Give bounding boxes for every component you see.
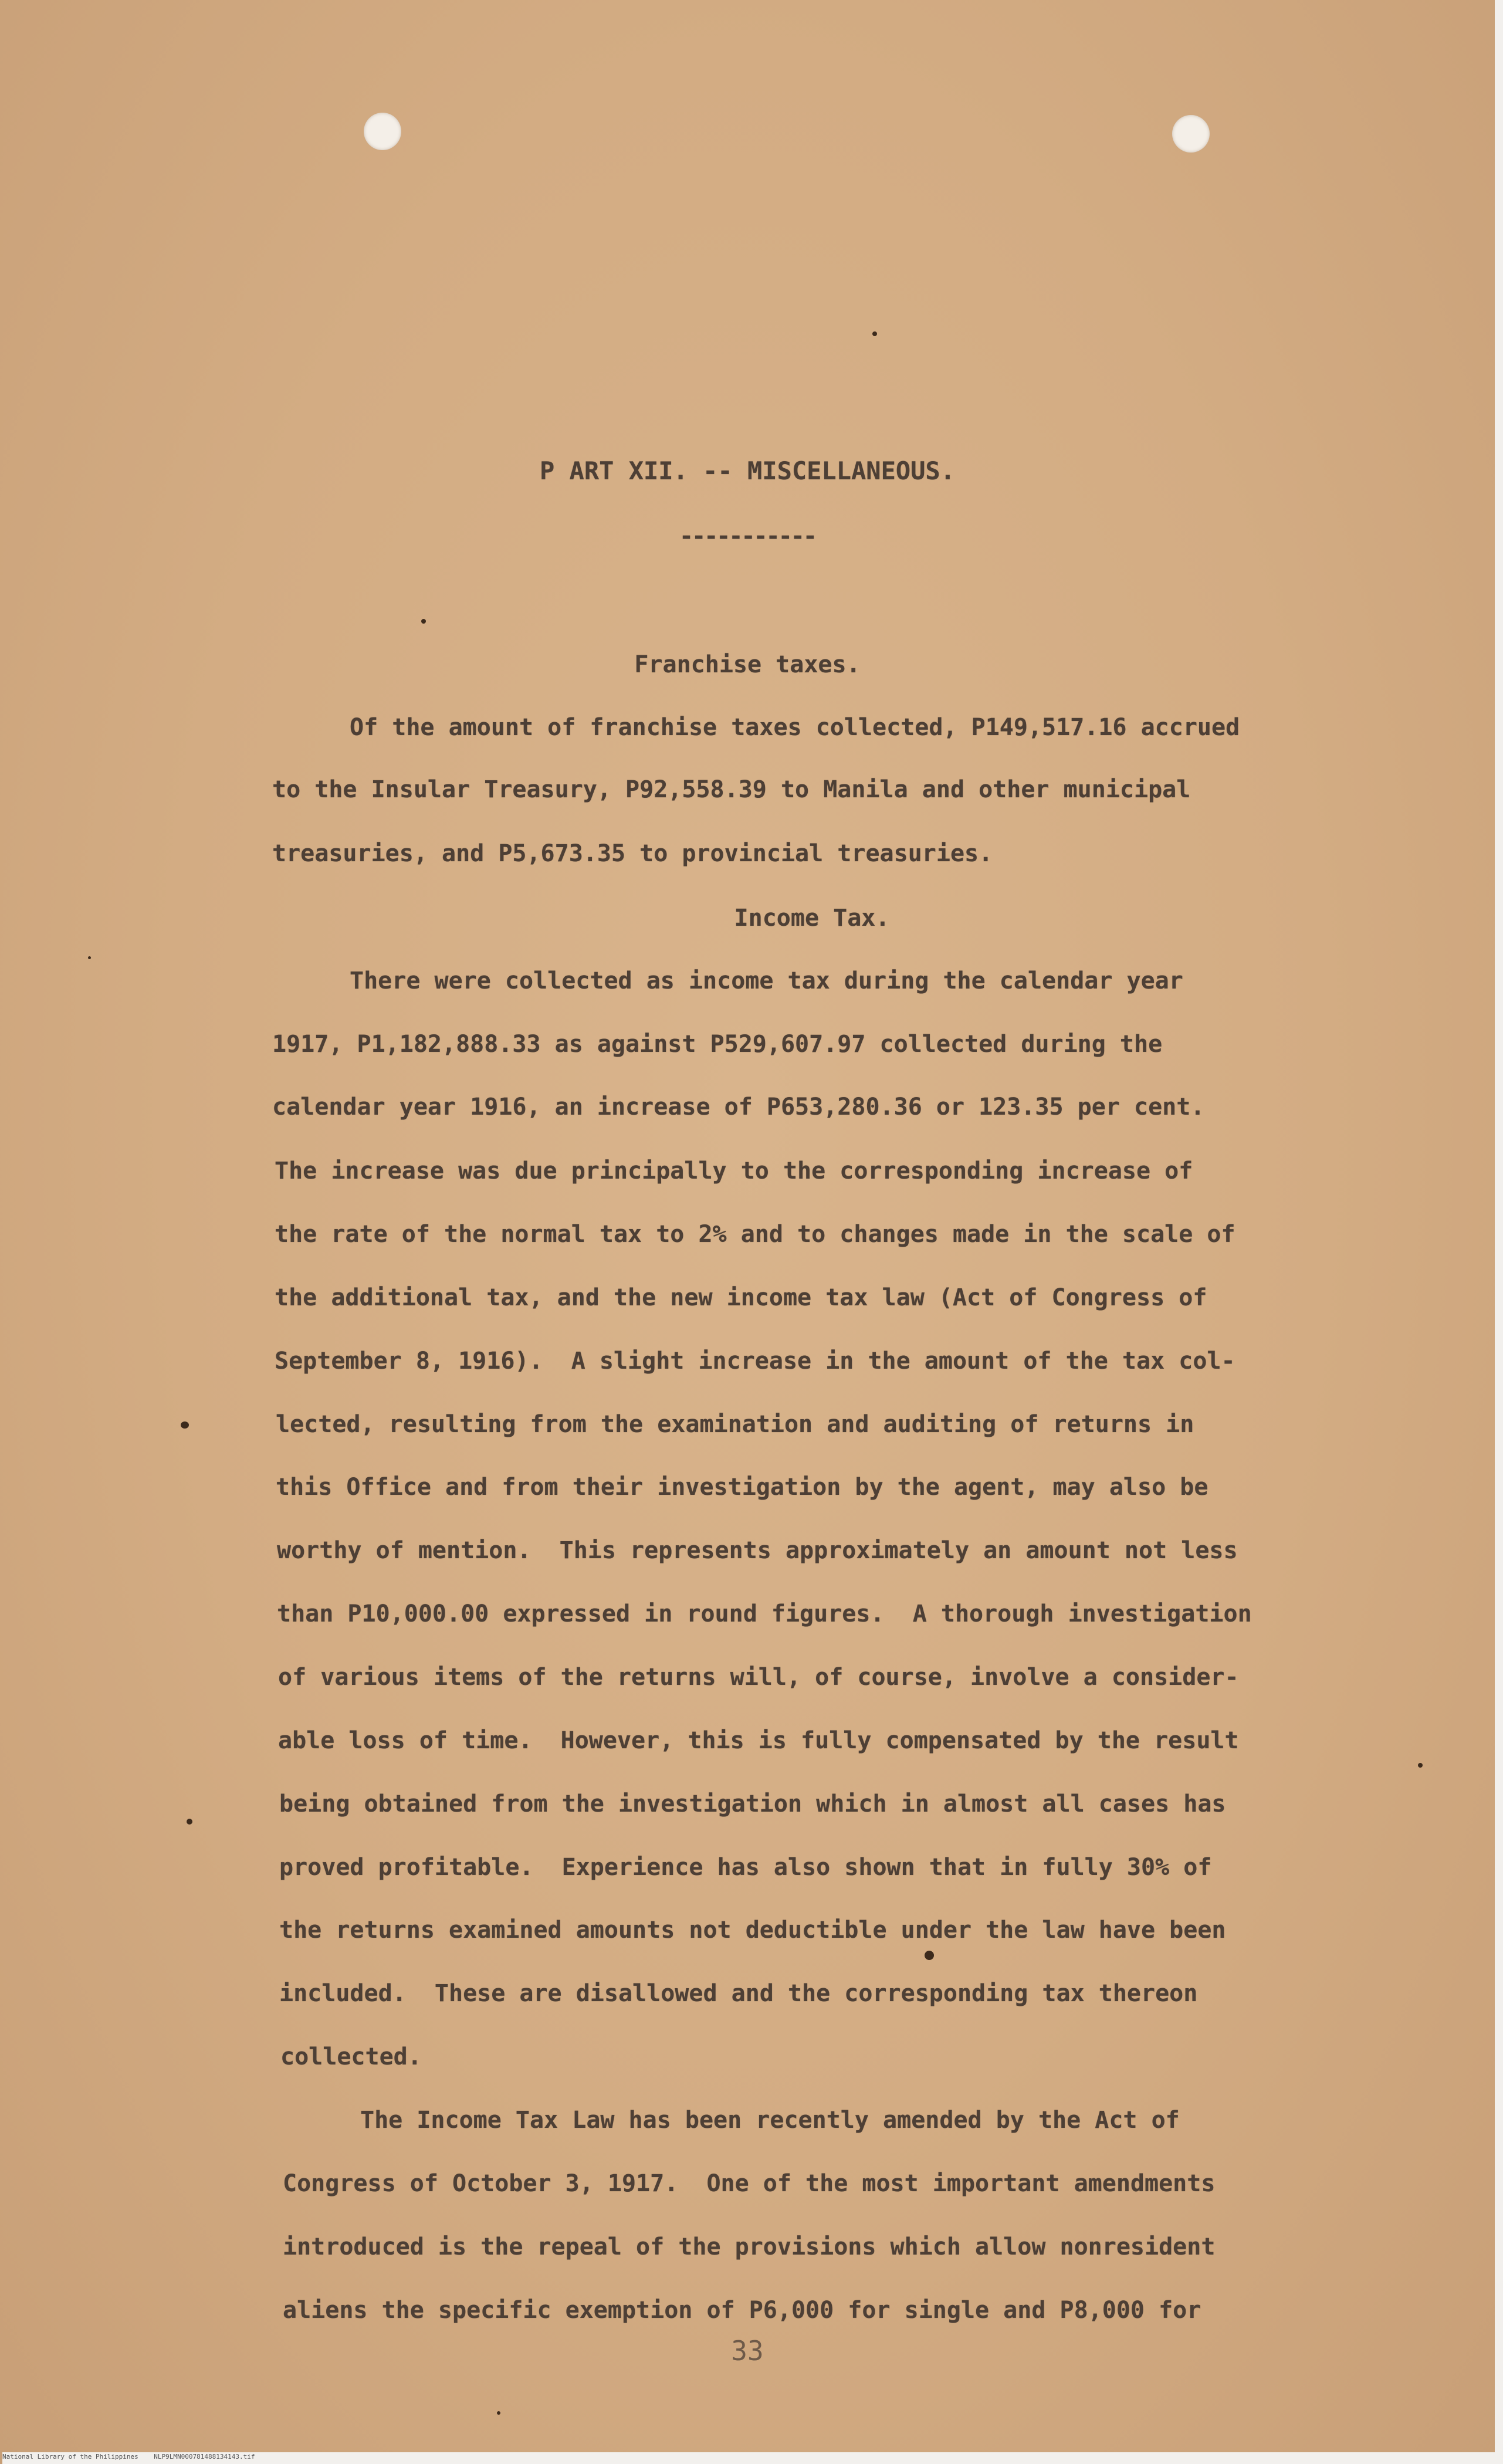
dust-speck — [187, 1819, 192, 1825]
dust-speck — [1418, 1763, 1423, 1768]
body-line: collected. — [280, 2043, 422, 2070]
body-line: the returns examined amounts not deductible under the law have been — [279, 1917, 1226, 1944]
dust-speck — [925, 1951, 934, 1960]
body-line: than P10,000.00 expressed in round figures. A thorough investigation — [277, 1600, 1252, 1627]
body-line: being obtained from the investigation which in almost all cases has — [279, 1791, 1226, 1817]
section-title-franchise-taxes: Franchise taxes. — [634, 651, 861, 678]
dust-speck — [421, 619, 426, 624]
page-heading: P ART XII. -- MISCELLANEOUS. — [539, 456, 955, 485]
page-number: 33 — [731, 2335, 764, 2367]
body-line: treasuries, and P5,673.35 to provincial treasuries. — [272, 840, 993, 867]
punch-hole-left — [364, 113, 401, 150]
scan-footer: National Library of the Philippines NLP9LMN000781488134143.tif — [2, 2452, 1497, 2464]
body-line: The Income Tax Law has been recently amended by the Act of — [360, 2107, 1180, 2134]
section-title-income-tax: Income Tax. — [734, 905, 890, 932]
body-line: aliens the specific exemption of P6,000 for single and P8,000 for — [283, 2297, 1201, 2324]
body-line: proved profitable. Experience has also shown that in fully 30% of — [279, 1854, 1212, 1881]
body-line: the additional tax, and the new income tax law (Act of Congress of — [275, 1284, 1207, 1311]
body-line: of various items of the returns will, of course, involve a consider- — [278, 1664, 1239, 1691]
scan-margin — [1495, 0, 1503, 2464]
body-line: September 8, 1916). A slight increase in the amount of the tax col- — [275, 1348, 1235, 1375]
dust-speck — [181, 1421, 189, 1429]
body-line: the rate of the normal tax to 2% and to changes made in the scale of — [275, 1221, 1235, 1248]
punch-hole-right — [1172, 115, 1210, 153]
dust-speck — [872, 331, 877, 336]
heading-rule: ----------- — [679, 523, 815, 550]
body-line: lected, resulting from the examination and auditing of returns in — [276, 1411, 1194, 1438]
body-line: able loss of time. However, this is fully compensated by the result — [278, 1727, 1239, 1754]
dust-speck — [497, 2411, 500, 2415]
body-line: to the Insular Treasury, P92,558.39 to Manila and other municipal — [272, 776, 1191, 803]
body-line: The increase was due principally to the corresponding increase of — [275, 1157, 1193, 1184]
body-line: Of the amount of franchise taxes collected, P149,517.16 accrued — [350, 714, 1240, 741]
body-line: worthy of mention. This represents approximately an amount not less — [277, 1537, 1238, 1564]
body-line: included. These are disallowed and the corresponding tax thereon — [279, 1980, 1198, 2007]
body-line: this Office and from their investigation by the agent, may also be — [276, 1474, 1209, 1501]
dust-speck — [88, 956, 91, 959]
body-line: 1917, P1,182,888.33 as against P529,607.97 collected during the — [272, 1031, 1163, 1058]
body-line: There were collected as income tax during the calendar year — [350, 967, 1183, 994]
body-line: Congress of October 3, 1917. One of the most important amendments — [283, 2170, 1216, 2197]
body-line: introduced is the repeal of the provisions which allow nonresident — [283, 2233, 1216, 2260]
body-line: calendar year 1916, an increase of P653,280.36 or 123.35 per cent. — [272, 1094, 1205, 1121]
